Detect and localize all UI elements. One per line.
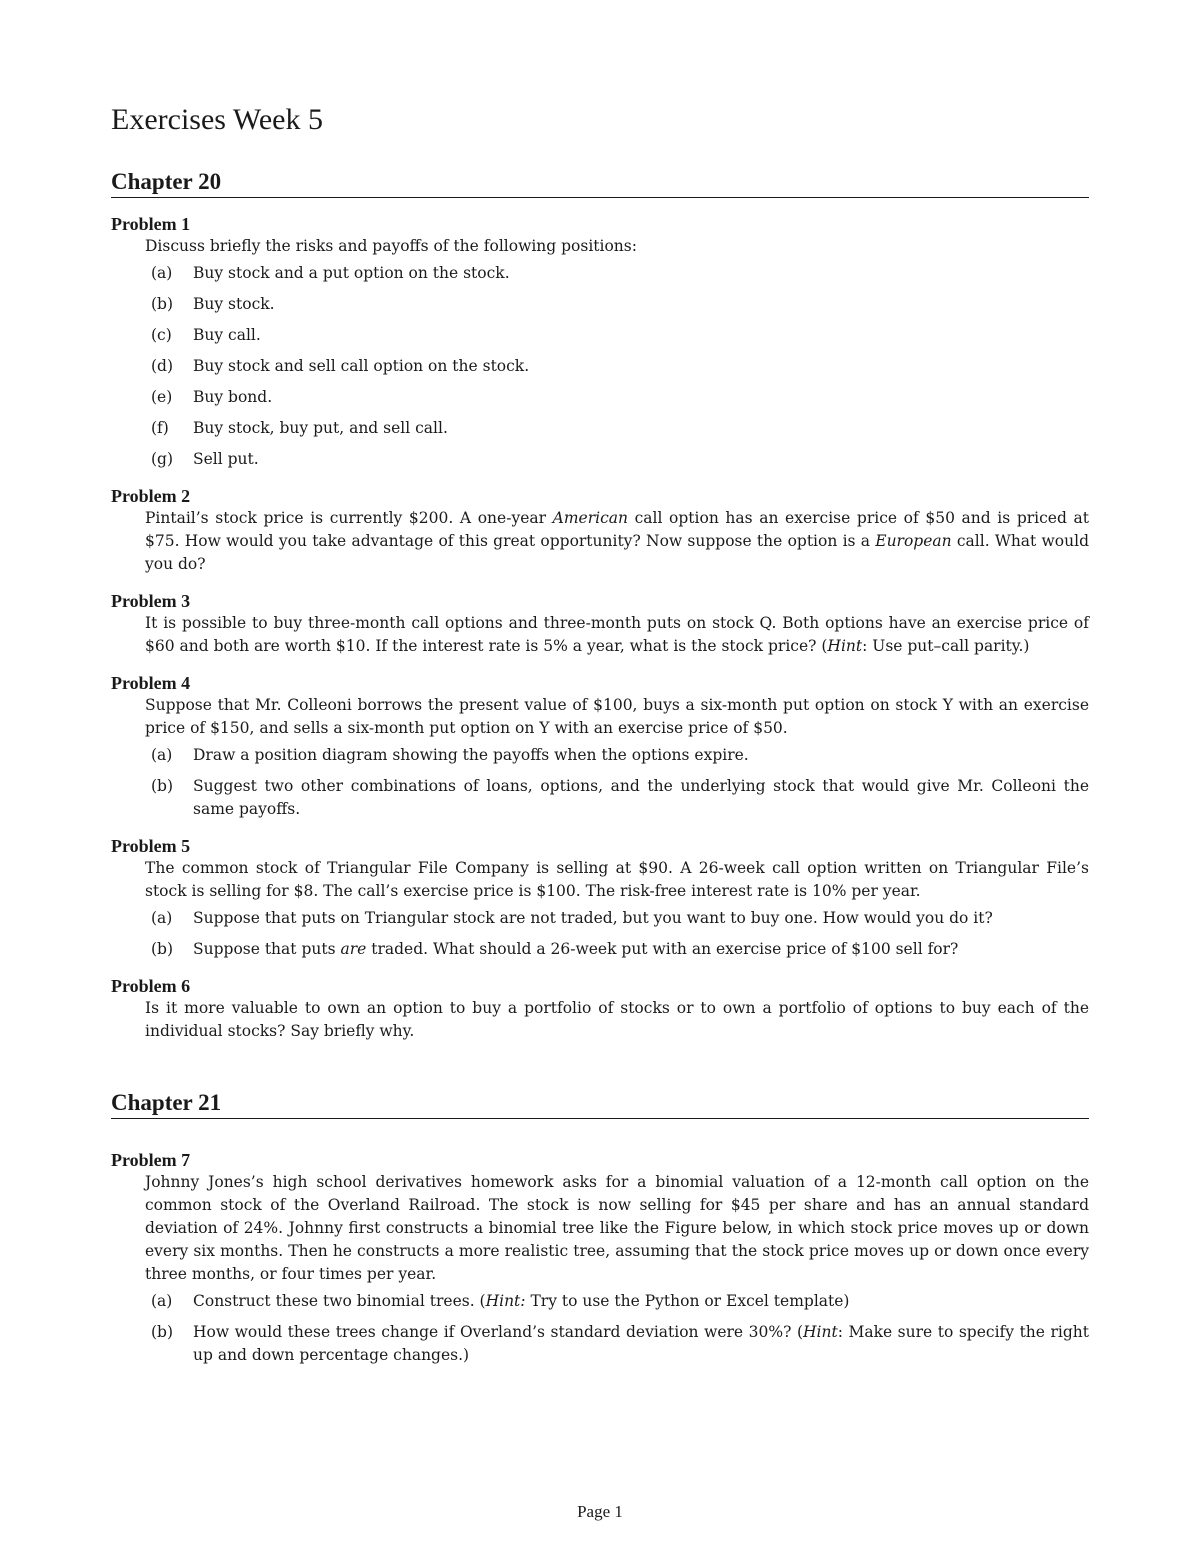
list-item: (e) Buy bond. (151, 388, 273, 406)
problem-body: It is possible to buy three-month call options and three-month puts on stock Q. Both options have an exercise price of $60 and both are worth $10. If the interest rate is 5% a year, what is the stock price? (Hint: Use put–call parity.) (145, 614, 1089, 655)
list-item: (f) Buy stock, buy put, and sell call. (151, 419, 448, 437)
problem-7 (111, 1149, 1089, 1367)
list-item: (b) Buy stock. (151, 295, 275, 313)
problem-4 (111, 672, 1089, 821)
list-item: (a) Draw a position diagram showing the payoffs when the options expire. (151, 746, 749, 764)
document-title: Exercises Week 5 (111, 103, 323, 136)
list-item: (d) Buy stock and sell call option on the stock. (151, 357, 530, 375)
problem-title: Problem 1 (111, 214, 191, 234)
problem-1-items (111, 262, 1089, 471)
problem-title: Problem 5 (111, 836, 191, 856)
problem-3 (111, 590, 1089, 658)
problem-body: Johnny Jones’s high school derivatives homework asks for a binomial valuation of a 12-month call option on the common stock of the Overland Railroad. The stock is now selling for $45 per share and has an annual standard deviation of 24%. Johnny first constructs a binomial tree like the Figure below, in which stock price moves up or down every six months. Then he constructs a more realistic tree, assuming that the stock price moves up or down once every three months, or four times per year. (145, 1173, 1089, 1283)
problem-body: Pintail’s stock price is currently $200. A one-year American call option has an exercise price of $50 and is priced at $75. How would you take advantage of this great opportunity? Now suppose the option is a European call. What would you do? (145, 509, 1089, 573)
chapter-21-heading: Chapter 21 (111, 1089, 1089, 1119)
list-item: (a) Buy stock and a put option on the stock. (151, 264, 510, 282)
problem-7-items (111, 1290, 1089, 1367)
problem-title: Problem 6 (111, 976, 191, 996)
list-item: (b) Suppose that puts are traded. What should a 26-week put with an exercise price of $100 sell for? (151, 940, 959, 958)
problem-body: Suppose that Mr. Colleoni borrows the present value of $100, buys a six-month put option on stock Y with an exercise price of $150, and sells a six-month put option on Y with an exercise price of $50. (145, 696, 1089, 737)
list-item: (b) Suggest two other combinations of loans, options, and the underlying stock that would give Mr. Colleoni the same payoffs. (151, 777, 1089, 818)
problem-5-items (111, 907, 1089, 961)
problem-6 (111, 975, 1089, 1043)
list-item: (g) Sell put. (151, 450, 259, 468)
problem-body: Is it more valuable to own an option to buy a portfolio of stocks or to own a portfolio of options to buy each of the individual stocks? Say briefly why. (145, 999, 1089, 1040)
problem-body: Discuss briefly the risks and payoffs of the following positions: (145, 237, 637, 255)
problem-5 (111, 835, 1089, 961)
problem-body: The common stock of Triangular File Company is selling at $90. A 26-week call option written on Triangular File’s stock is selling for $8. The call’s exercise price is $100. The risk-free interest rate is 10% per year. (145, 859, 1089, 900)
problem-title: Problem 7 (111, 1150, 191, 1170)
list-item: (a) Construct these two binomial trees. (Hint: Try to use the Python or Excel template) (151, 1292, 850, 1310)
problem-title: Problem 3 (111, 591, 191, 611)
chapter-20-heading: Chapter 20 (111, 168, 1089, 198)
document-page (111, 100, 1089, 1381)
problem-1 (111, 213, 1089, 471)
problem-4-items (111, 744, 1089, 821)
page-number: Page 1 (577, 1502, 623, 1521)
list-item: (c) Buy call. (151, 326, 261, 344)
problem-title: Problem 2 (111, 486, 191, 506)
problem-2 (111, 485, 1089, 576)
problem-title: Problem 4 (111, 673, 191, 693)
list-item: (b) How would these trees change if Overland’s standard deviation were 30%? (Hint: Make sure to specify the right up and down percentage changes.) (151, 1323, 1089, 1364)
list-item: (a) Suppose that puts on Triangular stock are not traded, but you want to buy one. How would you do it? (151, 909, 993, 927)
